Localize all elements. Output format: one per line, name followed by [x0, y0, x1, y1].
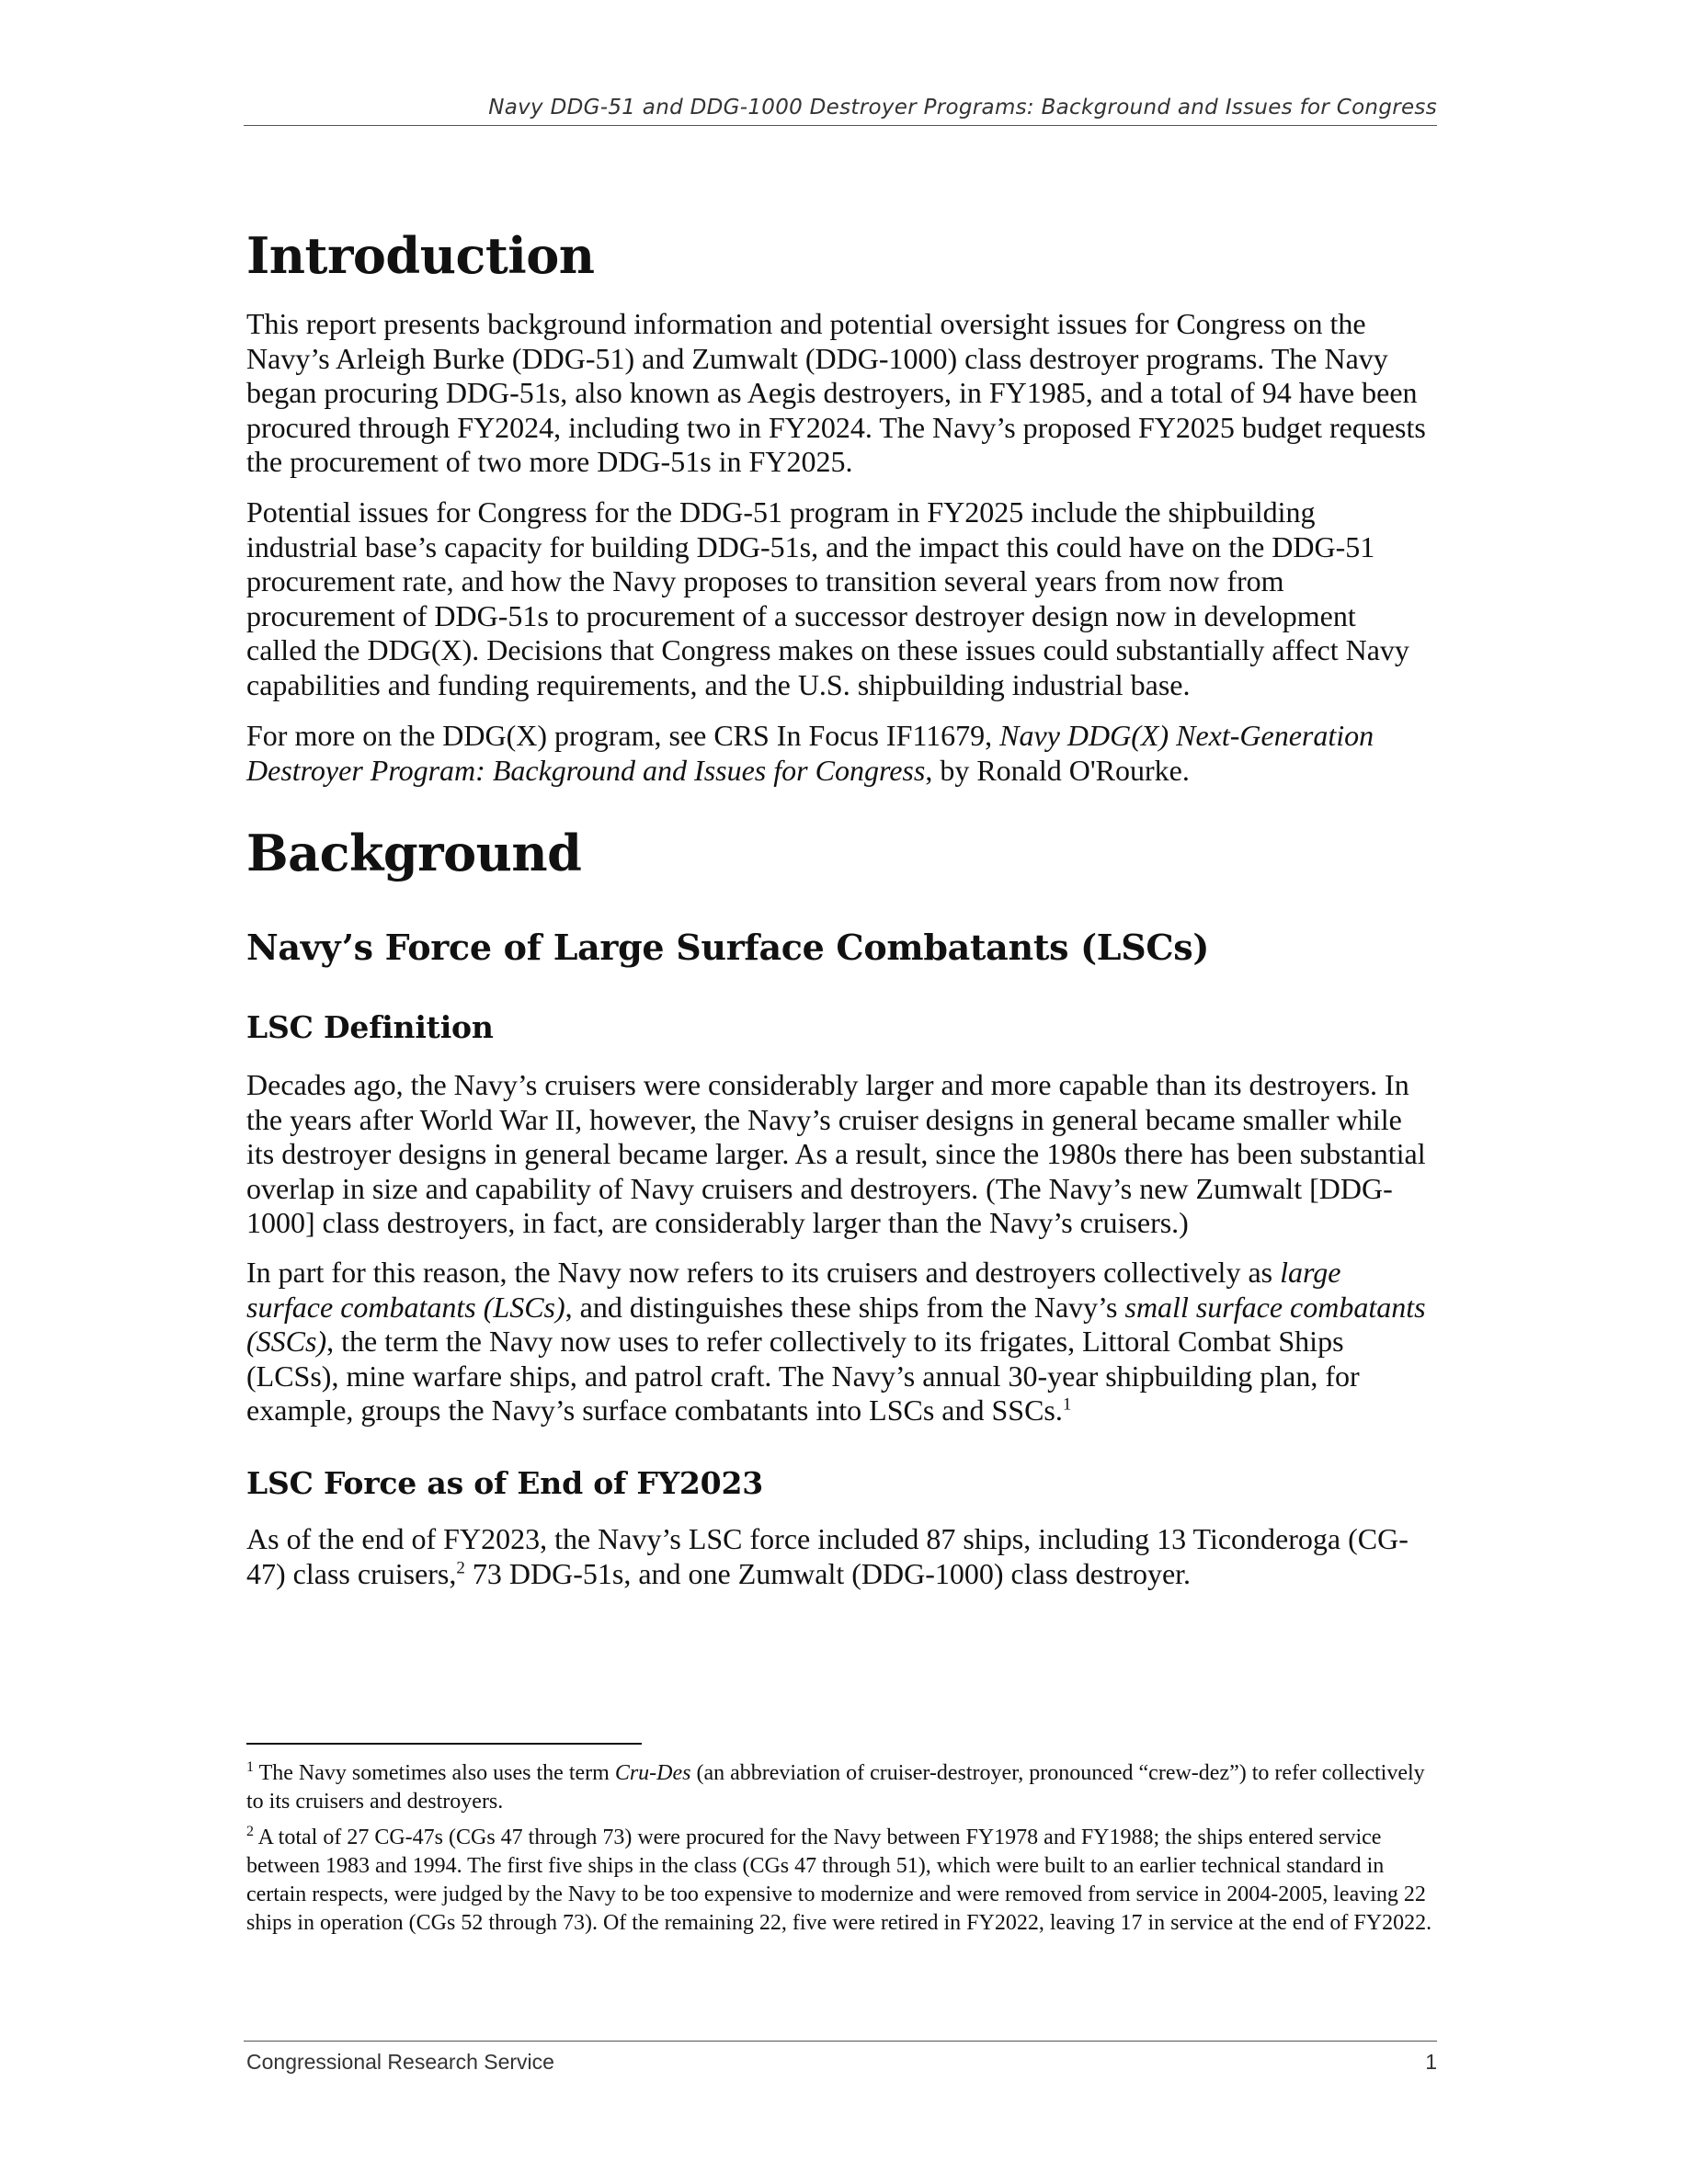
footnote-2-text: A total of 27 CG-47s (CGs 47 through 73) were procured for the Navy between FY1978 and FY1988; the ships entered service between 1983 and 1994. The first five ships in the class (CGs 47 through 51), which were built to an earlier technical standard in certain respects, were judged by the Navy to be too expensive to modernize and were removed from service in 2004-2005, leaving 22 ships in operation (CGs 52 through 73). Of the remaining 22, five were retired in FY2022, leaving 17 in service at the end of FY2022. — [246, 1826, 1432, 1935]
footnote-1-text-a: The Navy sometimes also uses the term — [254, 1761, 615, 1785]
intro-paragraph-3 — [246, 719, 1432, 788]
footnote-1-text-b: (an abbreviation of cruiser-destroyer, pronounced “crew-dez”) to refer collectively to its cruisers and destroyers. — [246, 1761, 1425, 1814]
footnote-ref-1[interactable]: 1 — [1062, 1394, 1072, 1415]
term-large-surface-combatants: large surface combatants (LSCs) — [246, 1256, 1341, 1324]
intro-p3-text-a: For more on the DDG(X) program, see CRS In Focus IF11679, — [246, 719, 1000, 752]
running-header: Navy DDG-51 and DDG-1000 Destroyer Programs: Background and Issues for Congress — [488, 96, 1437, 119]
lsc-definition-paragraph-1: Decades ago, the Navy’s cruisers were considerably larger and more capable than its destroyers. In the years after World War II, however, the Navy’s cruiser designs in general became smaller while its destroyer designs in general became larger. As a result, since the 1980s there has been substantial overlap in size and capability of Navy cruisers and destroyers. (The Navy’s new Zumwalt [DDG-1000] class destroyers, in fact, are considerably larger than the Navy’s cruisers.) — [246, 1068, 1426, 1239]
footnote-2 — [246, 1824, 1432, 1938]
intro-p3-text-b: , by Ronald O'Rourke. — [925, 753, 1190, 787]
report-title-reference: Navy DDG(X) Next-Generation Destroyer Program: Background and Issues for Congress — [246, 719, 1374, 787]
footnote-1 — [246, 1759, 1432, 1816]
footnote-ref-2[interactable]: 2 — [456, 1557, 465, 1577]
heading-introduction: Introduction — [246, 226, 595, 285]
footer-publisher: Congressional Research Service — [246, 2050, 554, 2074]
lsc-definition-paragraph-2 — [246, 1256, 1432, 1428]
footnote-2-number: 2 — [246, 1824, 254, 1839]
lsc-p2-text-c: , the term the Navy now uses to refer collectively to its frigates, Littoral Combat Ships (LCSs), mine warfare ships, and patrol craft. The Navy’s annual 30-year shipbuilding plan, for example, groups the Navy’s surface combatants into LSCs and SSCs. — [246, 1325, 1360, 1427]
heading-background: Background — [246, 824, 582, 882]
term-small-surface-combatants: small surface combatants (SSCs) — [246, 1290, 1426, 1358]
lsc-p2-text-b: , and distinguishes these ships from the Navy’s — [565, 1290, 1125, 1324]
page-number: 1 — [1425, 2050, 1437, 2074]
footnote-separator — [246, 1743, 642, 1745]
footnote-1-term: Cru-Des — [614, 1761, 691, 1785]
heading-lsc-force-fy2023: LSC Force as of End of FY2023 — [246, 1465, 763, 1501]
footnote-1-number: 1 — [246, 1759, 254, 1775]
lsc-p2-text-a: In part for this reason, the Navy now refers to its cruisers and destroyers collectively as — [246, 1256, 1281, 1289]
footer-divider — [244, 2041, 1437, 2042]
lsc-force-text-a: As of the end of FY2023, the Navy’s LSC force included 87 ships, including 13 Ticonderoga (CG-47) class cruisers, — [246, 1522, 1409, 1590]
heading-lsc-definition: LSC Definition — [246, 1009, 494, 1045]
intro-paragraph-2: Potential issues for Congress for the DDG-51 program in FY2025 include the shipbuilding industrial base’s capacity for building DDG-51s, and the impact this could have on the DDG-51 procurement rate, and how the Navy proposes to transition several years from now from procurement of DDG-51s to procurement of a successor destroyer design now in development called the DDG(X). Decisions that Congress makes on these issues could substantially affect Navy capabilities and funding requirements, and the U.S. shipbuilding industrial base. — [246, 495, 1409, 701]
lsc-force-text-b: 73 DDG-51s, and one Zumwalt (DDG-1000) class destroyer. — [464, 1556, 1192, 1590]
intro-paragraph-1: This report presents background information and potential oversight issues for Congress on the Navy’s Arleigh Burke (DDG-51) and Zumwalt (DDG-1000) class destroyer programs. The Navy began procuring DDG-51s, also known as Aegis destroyers, in FY1985, and a total of 94 have been procured through FY2024, including two in FY2024. The Navy’s proposed FY2025 budget requests the procurement of two more DDG-51s in FY2025. — [246, 307, 1426, 478]
lsc-force-paragraph — [246, 1522, 1432, 1591]
header-divider — [244, 125, 1437, 126]
heading-lsc-force: Navy’s Force of Large Surface Combatants (LSCs) — [246, 927, 1210, 968]
